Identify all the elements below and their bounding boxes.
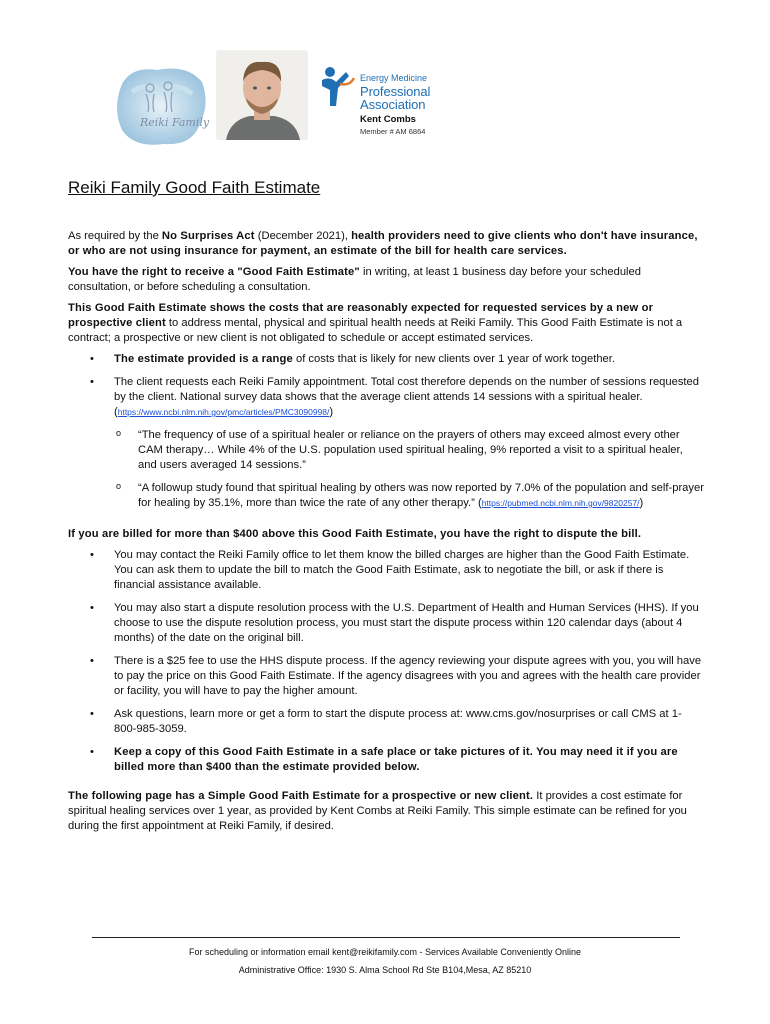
- portrait-photo: [216, 50, 308, 140]
- reiki-family-logo: [112, 64, 210, 148]
- letterhead: [0, 0, 770, 160]
- list-item: • There is a $25 fee to use the HHS dispute process. If the agency reviewing your dispute agrees with you, you will have to pay the price on this Good Faith Estimate. If the agency disagrees with you and agrees with the health care provider or facility, you will have to pay the higher amount.: [68, 654, 704, 699]
- footer-divider: [92, 937, 680, 938]
- closing-paragraph: The following page has a Simple Good Faith Estimate for a prospective or new client. It provides a cost estimate for spiritual healing services over 1 year, as provided by Kent Combs at Reiki Family. This simple estimate can be refined for you during the first appointment at Reiki Family, if desired.: [68, 790, 687, 832]
- footer-address: Administrative Office: 1930 S. Alma School Rd Ste B104,Mesa, AZ 85210: [238, 965, 532, 975]
- empa-line2: Professional Association: [360, 84, 431, 112]
- member-name: Kent Combs: [360, 114, 416, 125]
- footer-contact: For scheduling or information email kent@reikifamily.com - Services Available Conveniently Online: [189, 947, 581, 957]
- dispute-list: [68, 548, 704, 775]
- document-body: [68, 229, 704, 840]
- list-item: • Keep a copy of this Good Faith Estimate in a safe place or take pictures of it. You may need it if you are billed more than $400 than the estimate provided below.: [68, 745, 704, 775]
- list-item: • Ask questions, learn more or get a form to start the dispute process at: www.cms.gov/nosurprises or call CMS at 1-800-985-3059.: [68, 707, 704, 737]
- pubmed-link[interactable]: https://pubmed.ncbi.nlm.nih.gov/9820257/: [481, 498, 640, 508]
- list-item: • The estimate provided is a range of costs that is likely for new clients over 1 year of work together.: [68, 352, 704, 367]
- page-title: Reiki Family Good Faith Estimate: [68, 178, 321, 197]
- reiki-logo-text: Reiki Family: [140, 116, 210, 129]
- empa-figure-icon: [316, 64, 356, 108]
- list-item: • You may contact the Reiki Family office to let them know the billed charges are higher than the Good Faith Estimate. You can ask them to update the bill to match the Good Faith Estimate, ask to negotiate the bill, or ask if there is financial assistance available.: [68, 548, 704, 593]
- estimate-list: [68, 352, 704, 420]
- list-item: • The client requests each Reiki Family appointment. Total cost therefore depends on the number of sessions requested by the client. National survey data shows that the average client attends 14 sessions with a spiritual healer. (https://www.ncbi.nlm.nih.gov/pmc/articles/PMC3090998/): [68, 375, 704, 420]
- empa-logo: [316, 64, 476, 112]
- dispute-heading: If you are billed for more than $400 above this Good Faith Estimate, you have the right to dispute the bill.: [68, 528, 642, 540]
- sub-list-item: o “The frequency of use of a spiritual healer or reliance on the prayers of others may exceed almost every other CAM therapy… While 4% of the U.S. population used spiritual healing, 9% reported a visit to a spiritual healer, and users averaged 14 sessions.”: [68, 428, 704, 473]
- member-id: Member # AM 6864: [360, 127, 426, 136]
- list-item: • You may also start a dispute resolution process with the U.S. Department of Health and Human Services (HHS). If you choose to use the dispute resolution process, you must start the dispute process within 120 calendar days (about 4 months) of the date on the original bill.: [68, 601, 704, 646]
- intro-paragraph-3: This Good Faith Estimate shows the costs that are reasonably expected for requested services by a new or prospective client to address mental, physical and spiritual health needs at Reiki Family. This Good Faith Estimate is not a contract; a prospective or new client is not obligated to schedule or accept estimated services.: [68, 302, 683, 344]
- ncbi-link[interactable]: https://www.ncbi.nlm.nih.gov/pmc/articles/PMC3090998/: [117, 407, 330, 417]
- intro-paragraph-2: You have the right to receive a "Good Faith Estimate" in writing, at least 1 business day before your scheduled consultation, or before scheduling a consultation.: [68, 266, 641, 293]
- sub-list-item: o “A followup study found that spiritual healing by others was now reported by 7.0% of the population and self-prayer for healing by 35.1%, more than twice the rate of any other therapy.” (https://pubmed.ncbi.nlm.nih.gov/9820257/): [68, 481, 704, 511]
- intro-paragraph-1: As required by the No Surprises Act (December 2021), health providers need to give clients who don't have insurance, or who are not using insurance for payment, an estimate of the bill for health care services.: [68, 230, 698, 257]
- empa-line1: Energy Medicine: [360, 73, 428, 83]
